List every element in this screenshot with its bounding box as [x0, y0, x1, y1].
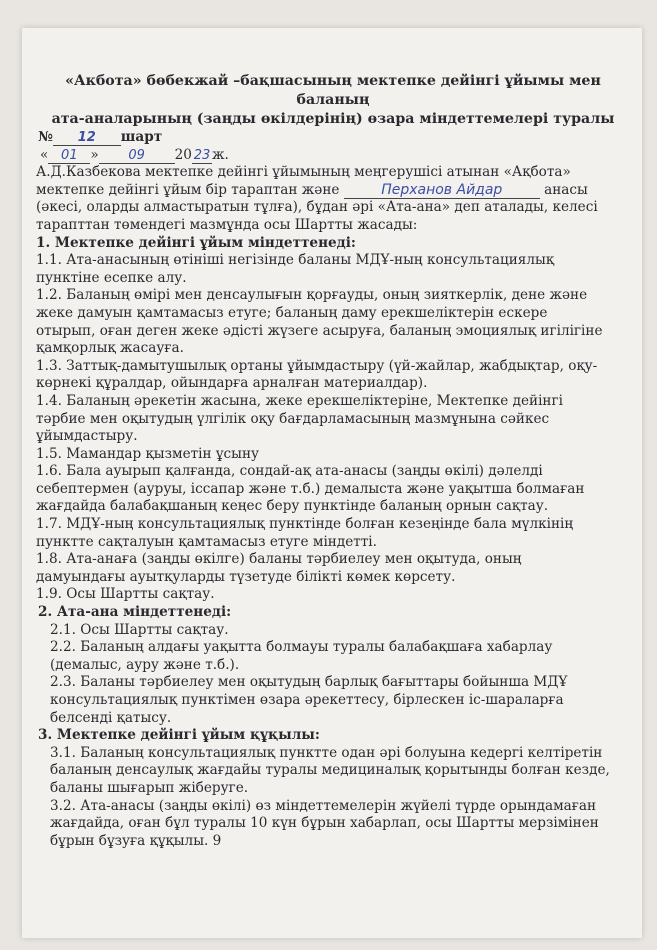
clause-line: 2.2. Баланың алдағы уақытта болмауы туралы балабақшаға хабарлау	[50, 639, 553, 656]
clause-item	[36, 586, 634, 604]
clause-line: 1.8. Ата-анаға (заңды өкілге) баланы тәрбиелеу мен оқытуда, оның	[36, 551, 522, 568]
clause-item	[36, 516, 634, 551]
date-open-quote: «	[40, 146, 49, 163]
clause-line: дамуындағы ауытқуларды түзетуде білікті көмек көрсету.	[36, 568, 456, 585]
clause-line: 1.5. Мамандар қызметін ұсыну	[36, 445, 260, 462]
date-year-prefix: 20	[174, 146, 192, 163]
clause-item	[36, 287, 634, 357]
clause-line: 3.1. Баланың консультациялық пунктте одан әрі болуына кедергі келтіретін	[50, 744, 603, 761]
clause-item	[36, 393, 634, 446]
clause-line: жағдайда балабақшаның кеңес беру пунктінде баланың орнын сақтау.	[36, 498, 549, 515]
title-line-1: «Акбота» бөбекжай –бақшасының мектепке дейінгі ұйымы мен баланың	[65, 73, 601, 108]
clause-line: 1.9. Осы Шартты сақтау.	[36, 586, 215, 603]
clause-item	[36, 622, 634, 640]
clause-item	[36, 358, 634, 393]
clause-line: 1.2. Баланың өмірі мен денсаулығын қорғауды, оның зияткерлік, дене және	[36, 287, 588, 304]
clause-line: баланы шығарып жіберуге.	[50, 779, 249, 796]
clause-line: баланың денсаулық жағдайы туралы медициналық қорытынды болған кезде,	[50, 762, 610, 779]
clause-line: (демалыс, ауру және т.б.).	[50, 656, 240, 673]
clause-item	[36, 745, 634, 798]
clause-item	[36, 551, 634, 586]
clause-line: 1.1. Ата-анасының өтініші негізінде баланы МДҰ-ның консультациялық	[36, 252, 555, 269]
clause-line: 1.3. Заттық-дамытушылық ортаны ұйымдастыру (үй-жайлар, жабдықтар, оқу-	[36, 357, 598, 374]
clause-item	[36, 639, 634, 674]
clause-line: 2.3. Баланы тәрбиелеу мен оқытудың барлық бағыттары бойынша МДҰ	[50, 674, 568, 691]
clause-line: тәрбие мен оқытудың үлгілік оқу бағдарламасының мазмұнына сәйкес	[36, 410, 550, 427]
date-year-end: ж.	[211, 146, 229, 163]
contract-number-label: №	[38, 129, 53, 145]
sections-container	[36, 235, 634, 851]
parent-name-handwritten: Перханов Айдар	[344, 183, 540, 199]
clause-line: консультациялық пунктімен өзара әрекеттесу, бірлескен іс-шараларға	[50, 692, 564, 708]
intro-line-4: тарапттан төмендегі мазмұнда осы Шартты жасады:	[36, 216, 418, 233]
clause-item	[36, 446, 634, 464]
date-day: 01	[48, 148, 90, 164]
clause-line: жеке дамуын қамтамасыз етуге; баланың даму ерекшеліктерін ескере	[36, 304, 548, 321]
clause-item	[36, 463, 634, 516]
clause-line: қамқорлық жасауға.	[36, 340, 184, 357]
clause-item	[36, 798, 634, 851]
section-heading: 3. Мектепке дейінгі ұйым құқылы:	[38, 727, 320, 744]
intro-line-3: (әкесі, оларды алмастыратын тұлға), бұдан әрі «Ата-ана» деп аталады, келесі	[36, 199, 598, 216]
clause-line: 1.7. МДҰ-ның консультациялық пунктінде болған кезеңінде бала мүлкінің	[36, 516, 574, 533]
intro-line-2-start: мектепке дейінгі ұйым бір тараптан және	[36, 181, 340, 198]
clause-line: бұрын бұзуға құқылы. 9	[50, 832, 222, 849]
clause-line: себептермен (ауруы, іссапар және т.б.) демалыста және уақытша болмаған	[36, 480, 585, 497]
clause-line: ұйымдастыру.	[36, 428, 138, 445]
document-body	[36, 72, 634, 850]
intro-paragraph	[36, 164, 634, 234]
contract-date-line	[40, 147, 634, 165]
contract-number-suffix: шарт	[120, 129, 163, 145]
section-2	[36, 604, 634, 727]
date-close-quote: »	[90, 146, 99, 163]
clause-line: пунктіне есепке алу.	[36, 269, 187, 286]
title-line-2: ата-аналарының (заңды өкілдерінің) өзара міндеттемелері туралы	[51, 111, 615, 127]
clause-line: отырып, оған деген жеке әдісті жүзеге асыруға, баланың эмоциялық игілігіне	[36, 322, 603, 339]
clause-line: 3.2. Ата-анасы (заңды өкілі) өз міндеттемелерін жүйелі түрде орындамаған	[50, 797, 597, 814]
clause-line: 1.4. Баланың әрекетін жасына, жеке ерекшеліктеріне, Мектепке дейінгі	[36, 392, 563, 409]
clause-item	[36, 252, 634, 287]
contract-number-value: 12	[53, 130, 121, 146]
section-3	[36, 727, 634, 850]
intro-line-2-end: анасы	[544, 181, 588, 198]
clause-item	[36, 674, 634, 727]
clause-line: жағдайда, оған бұл туралы 10 күн бұрын хабарлап, осы Шартты мерзімінен	[50, 815, 599, 832]
intro-line-1: А.Д.Казбекова мектепке дейінгі ұйымының меңгерушісі атынан «Ақбота»	[36, 164, 571, 181]
clause-line: пунктте сақталуын қамтамасыз етуге міндетті.	[36, 533, 377, 550]
clause-line: 2.1. Осы Шартты сақтау.	[50, 621, 229, 638]
contract-number-line	[38, 129, 634, 147]
clause-line: 1.6. Бала ауырып қалғанда, сондай-ақ ата-анасы (заңды өкілі) дәлелді	[36, 463, 543, 480]
document-title	[36, 72, 630, 129]
clause-line: белсенді қатысу.	[50, 709, 172, 726]
date-month: 09	[99, 148, 175, 164]
clause-line: көрнекі құралдар, ойындарға арналған материалдар).	[36, 375, 428, 392]
section-1	[36, 235, 634, 604]
document-page	[22, 28, 642, 938]
section-heading: 2. Ата-ана міндеттенеді:	[38, 604, 232, 621]
date-year-suffix: 23	[193, 147, 211, 163]
section-heading: 1. Мектепке дейінгі ұйым міндеттенеді:	[36, 234, 356, 251]
intro-line-2	[36, 182, 634, 200]
